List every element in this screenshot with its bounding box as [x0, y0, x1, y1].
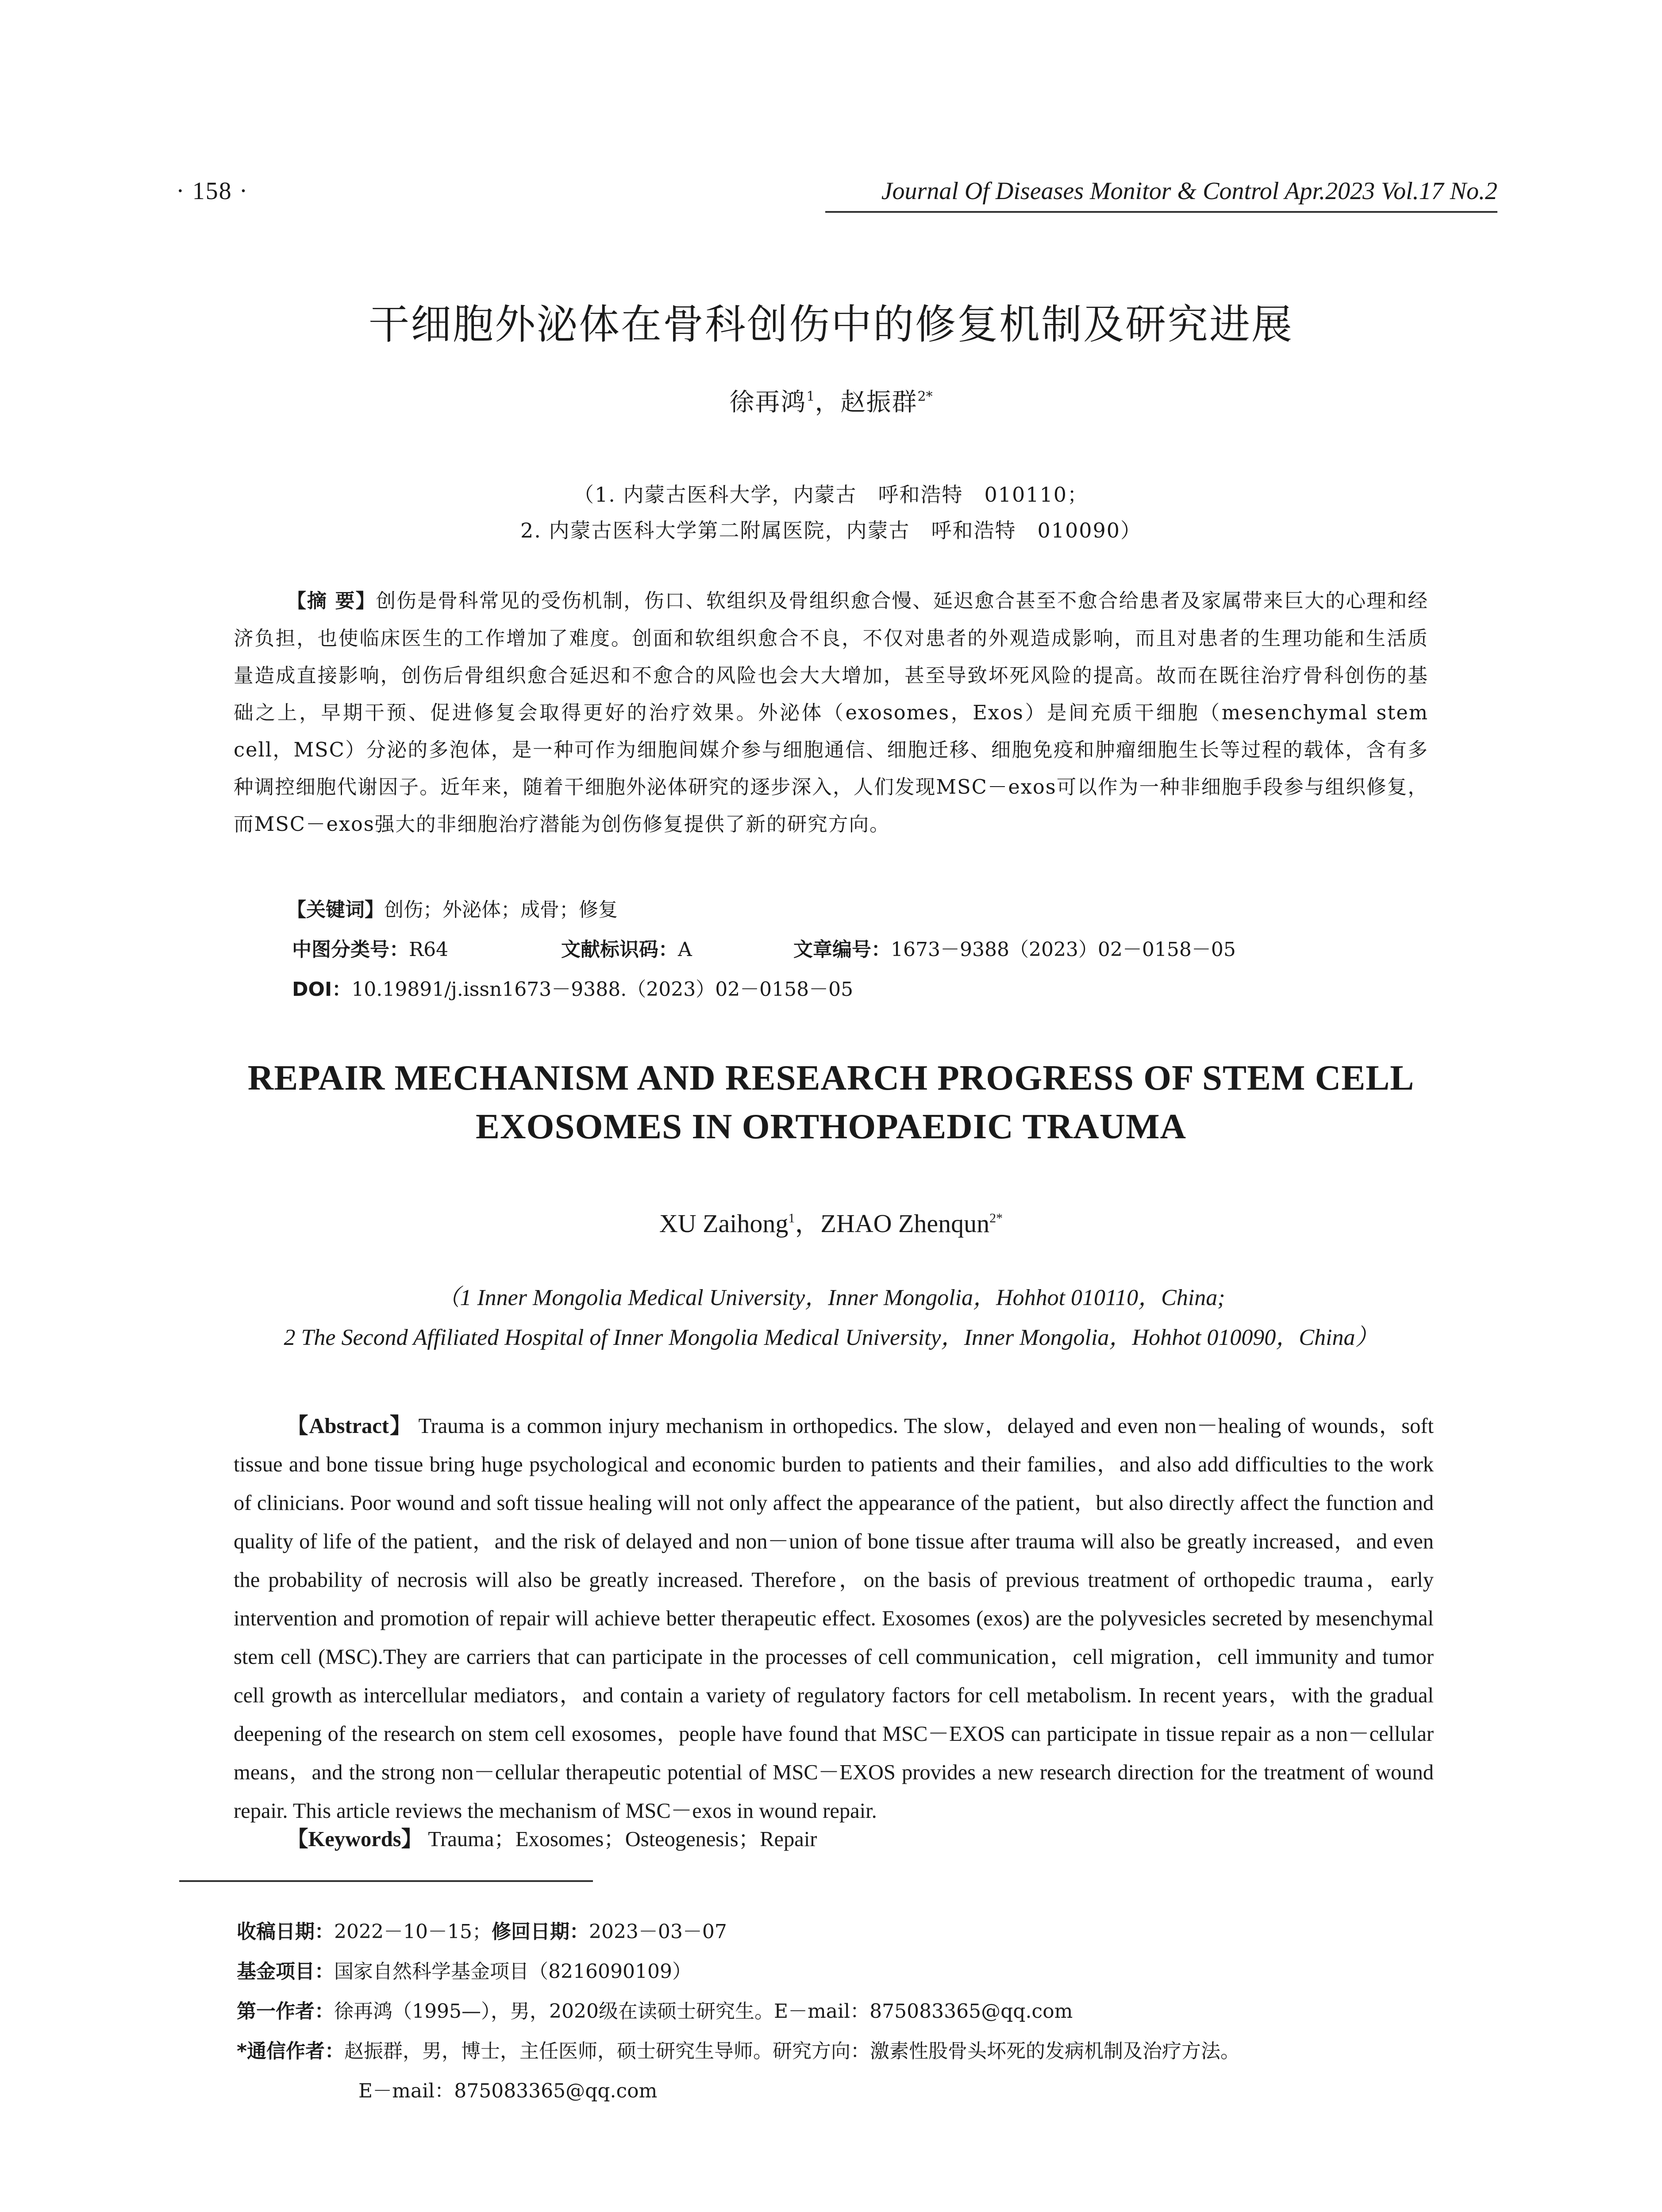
header-rule	[825, 211, 1497, 213]
abstract-cn	[234, 582, 1428, 843]
revised-date: 2023－03－07	[589, 1920, 727, 1943]
doi-value: 10.19891/j.issn1673－9388.（2023）02－0158－05	[351, 978, 854, 1001]
author-name: XU Zaihong	[659, 1209, 789, 1238]
authors-cn	[133, 383, 1529, 418]
affiliation-en-2: 2 The Second Affiliated Hospital of Inner Mongolia Medical University，Inner Mongolia，Hohhot 010090，China）	[284, 1325, 1378, 1350]
keywords-en-text: Trauma；Exosomes；Osteogenesis；Repair	[423, 1828, 817, 1851]
keywords-en-tag: 【Keywords】	[287, 1828, 423, 1851]
clc-label: 中图分类号：	[292, 938, 409, 961]
author-affil-mark: 1	[788, 1211, 795, 1225]
author-separator: ，	[815, 388, 841, 417]
article-title-en-line1: REPAIR MECHANISM AND RESEARCH PROGRESS OF STEM CELL	[247, 1058, 1415, 1098]
footnote-dates	[237, 1916, 727, 1944]
affiliation-en-1: （1 Inner Mongolia Medical University，Inner Mongolia，Hohhot 010110，China;	[437, 1285, 1225, 1310]
abstract-cn-tag: 【摘 要】	[287, 590, 376, 612]
keywords-en	[234, 1821, 817, 1852]
article-number-label: 文章编号：	[793, 938, 891, 961]
revised-label: 修回日期：	[491, 1920, 589, 1943]
footnote-first-author	[237, 1995, 1073, 2024]
affiliation-cn-1: （1. 内蒙古医科大学，内蒙古 呼和浩特 010110；	[573, 483, 1089, 507]
received-date: 2022－10－15；	[334, 1920, 492, 1943]
author-name: 徐再鸿	[729, 388, 807, 417]
author-name: ZHAO Zhenqun	[820, 1209, 990, 1238]
article-title-cn: 干细胞外泌体在骨科创伤中的修复机制及研究进展	[368, 301, 1293, 348]
article-title-en-line2: EXOSOMES IN ORTHOPAEDIC TRAUMA	[475, 1106, 1187, 1146]
article-number	[793, 933, 1236, 962]
abstract-cn-text: 创伤是骨科常见的受伤机制，伤口、软组织及骨组织愈合慢、延迟愈合甚至不愈合给患者及家属带来巨大的心理和经济负担，也使临床医生的工作增加了难度。创面和软组织愈合不良，不仅对患者的外观造成影响，而且对患者的生理功能和生活质量造成直接影响，创伤后骨组织愈合延迟和不愈合的风险也会大大增加，甚至导致坏死风险的提高。故而在既往治疗骨科创伤的基础之上，早期干预、促进修复会取得更好的治疗效果。外泌体（exosomes，Exos）是间充质干细胞（mesenchymal stem cell，MSC）分泌的多泡体，是一种可作为细胞间媒介参与细胞通信、细胞迁移、细胞免疫和肿瘤细胞生长等过程的载体，含有多种调控细胞代谢因子。近年来，随着干细胞外泌体研究的逐步深入，人们发现MSC－exos可以作为一种非细胞手段参与组织修复，而MSC－exos强大的非细胞治疗潜能为创伤修复提供了新的研究方向。	[234, 589, 1428, 836]
keywords-cn-text: 创伤；外泌体；成骨；修复	[384, 899, 618, 921]
abstract-en-tag: 【Abstract】	[287, 1414, 412, 1438]
clc-value: R64	[409, 938, 449, 961]
corresponding-author-label: *通信作者：	[237, 2040, 345, 2062]
fund-label: 基金项目：	[237, 1960, 334, 1983]
author-affil-mark: 2*	[917, 389, 933, 404]
author-affil-mark: 2*	[989, 1211, 1003, 1225]
footnote-rule	[179, 1880, 593, 1882]
keywords-cn	[287, 894, 618, 922]
clc-number	[292, 933, 448, 962]
footnote-corresponding-author	[237, 2035, 1240, 2063]
fund-value: 国家自然科学基金项目（8216090109）	[334, 1960, 692, 1983]
doc-code-value: A	[678, 938, 692, 961]
keywords-cn-tag: 【关键词】	[287, 899, 384, 921]
page-number: · 158 ·	[176, 177, 249, 205]
doc-code	[561, 933, 692, 962]
first-author-value: 徐再鸿（1995—），男，2020级在读硕士研究生。E－mail：875083365@qq.com	[334, 2000, 1073, 2023]
received-label: 收稿日期：	[237, 1920, 334, 1943]
abstract-en-text: Trauma is a common injury mechanism in orthopedics. The slow，delayed and even non－healing of wounds，soft tissue and bone tissue bring huge psychological and economic burden to patients and their families，and also add difficulties to the work of clinicians. Poor wound and soft tissue healing will not only affect the appearance of the patient，but also directly affect the function and quality of life of the patient，and the risk of delayed and non－union of bone tissue after trauma will also be greatly increased，and even the probability of necrosis will also be greatly increased. Therefore，on the basis of previous treatment of orthopedic trauma，early intervention and promotion of repair will achieve better therapeutic effect. Exosomes (exos) are the polyvesicles secreted by mesenchymal stem cell (MSC).They are carriers that can participate in the processes of cell communication，cell migration，cell immunity and tumor cell growth as intercellular mediators，and contain a variety of regulatory factors for cell metabolism. In recent years，with the gradual deepening of the research on stem cell exosomes，people have found that MSC－EXOS can participate in tissue repair as a non－cellular means，and the strong non－cellular therapeutic potential of MSC－EXOS provides a new research direction for the treatment of wound repair. This article reviews the mechanism of MSC－exos in wound repair.	[234, 1414, 1434, 1823]
author-name: 赵振群	[840, 388, 918, 417]
footnote-fund	[237, 1955, 692, 1984]
affiliation-cn-2: 2. 内蒙古医科大学第二附属医院，内蒙古 呼和浩特 010090）	[520, 518, 1142, 542]
first-author-label: 第一作者：	[237, 2000, 334, 2023]
doc-code-label: 文献标识码：	[561, 938, 678, 961]
doi-label: DOI：	[292, 978, 352, 1001]
corresponding-author-email: E－mail：875083365@qq.com	[358, 2080, 658, 2102]
corresponding-author-value: 赵振群，男，博士，主任医师，硕士研究生导师。研究方向：激素性股骨头坏死的发病机制及治疗方法。	[344, 2040, 1240, 2062]
journal-citation: Journal Of Diseases Monitor & Control Apr.2023 Vol.17 No.2	[881, 177, 1497, 205]
author-separator: ，	[795, 1209, 821, 1238]
abstract-en	[234, 1407, 1434, 1830]
doi	[292, 973, 853, 1002]
article-number-value: 1673－9388（2023）02－0158－05	[891, 938, 1236, 961]
author-affil-mark: 1	[806, 389, 815, 404]
authors-en	[133, 1202, 1529, 1240]
